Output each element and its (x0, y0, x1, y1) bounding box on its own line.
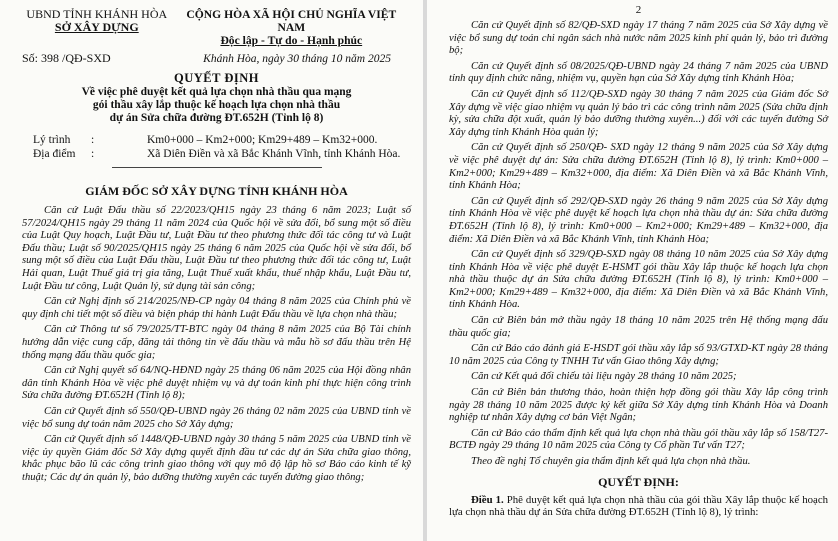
page-number: 2 (635, 4, 642, 16)
legal-basis-paragraph: Căn cứ Quyết định số 08/2025/QĐ-UBND ngày 24 tháng 7 năm 2025 của UBND tỉnh quy định chức năng, nhiệm vụ, quyền hạn của Sở Xây dựng tỉnh Khánh Hòa; (449, 60, 828, 85)
legal-basis-paragraph: Căn cứ Biên bản thương thảo, hoàn thiện hợp đồng gói thầu Xây lắp công trình ngày 28 tháng 10 năm 2025 được ký kết giữa Sở Xây dựng tỉnh Khánh Hòa và Doanh nghiệp tư nhân Xây dựng cơ bản Việt Ngân; (449, 387, 828, 424)
national-heading (172, 8, 411, 47)
document-page-2 (427, 0, 838, 541)
date-line: Khánh Hòa, ngày 30 tháng 10 năm 2025 (203, 53, 391, 65)
subject-line: dự án Sửa chữa đường ĐT.652H (Tỉnh lộ 8) (109, 112, 324, 124)
national-motto: Độc lập - Tự do - Hạnh phúc (220, 34, 363, 47)
article-label: Điều 1. (471, 493, 504, 506)
document-subject (22, 86, 411, 125)
meta-value: Km0+000 – Km2+000; Km29+489 – Km32+000. (147, 134, 378, 146)
legal-basis-paragraph: Căn cứ Báo cáo thẩm định kết quả lựa chọn nhà thầu gói thầu xây lắp số 158/T27-BCTĐ ngày 29 tháng 10 năm 2025 của Công ty Cổ phần Tư vấn T27; (449, 427, 828, 452)
legal-basis-paragraph: Căn cứ Kết quả đối chiếu tài liệu ngày 28 tháng 10 năm 2025; (471, 371, 737, 383)
legal-basis-paragraph: Căn cứ Quyết định số 112/QĐ-SXD ngày 30 tháng 7 năm 2025 của Giám đốc Sở Xây dựng về việc giao nhiệm vụ quản lý bảo trì các công trình năm 2025 (Sửa chữa định kỳ, sửa chữa đột xuất, quản lý bảo dưỡng thường xuyên...) đối với các tuyến đường Sở Xây dựng tỉnh Khánh Hòa quản lý; (449, 88, 828, 138)
legal-basis-paragraph: Căn cứ Quyết định số 250/QĐ- SXD ngày 12 tháng 9 năm 2025 của Sở Xây dựng về việc phê duyệt dự án: Sửa chữa đường ĐT.652H (Tỉnh lộ 8), lý trình: Km0+000 – Km2+000; Km29+489 – Km32+000, địa điểm: Xã Diên Điền và xã Bắc Khánh Vĩnh, tỉnh Khánh Hòa; (449, 142, 828, 192)
legal-basis-paragraph: Căn cứ Quyết định số 292/QĐ-SXD ngày 26 tháng 9 năm 2025 của Sở Xây dựng tỉnh Khánh Hòa về việc phê duyệt kế hoạch lựa chọn nhà thầu dự án: Sửa chữa đường ĐT.652H (Tỉnh lộ 8), lý trình: Km0+000 – Km2+000; Km29+489 – Km32+000, địa điểm: Xã Diên Điền và xã Bắc Khánh Vĩnh, tỉnh Khánh Hòa; (449, 195, 828, 245)
decision-heading: QUYẾT ĐỊNH: (598, 474, 679, 489)
legal-basis-paragraph: Căn cứ Quyết định số 329/QĐ-SXD ngày 08 tháng 10 năm 2025 của Sở Xây dựng tỉnh Khánh Hòa về việc phê duyệt E-HSMT gói thầu Xây lắp thuộc kế hoạch lựa chọn nhà thầu thuộc dự án Sửa chữa đường ĐT.652H (Tỉnh lộ 8), lý trình: Km0+000 – Km2+000; Km29+489 – Km32+000, địa điểm: Xã Diên Điền và xã Bắc Khánh Vĩnh, tỉnh Khánh Hòa. (449, 249, 828, 311)
meta-value: Xã Diên Điền và xã Bắc Khánh Vĩnh, tỉnh Khánh Hòa. (147, 148, 401, 160)
legal-basis-paragraph: Căn cứ Biên bản mở thầu ngày 18 tháng 10 năm 2025 trên Hệ thống mạng đấu thầu quốc gia; (449, 315, 828, 339)
meta-sep: : (91, 134, 95, 146)
legal-basis-paragraph: Căn cứ Báo cáo đánh giá E-HSDT gói thầu xây lắp số 93/GTXD-KT ngày 28 tháng 10 năm 2025 của Công ty TNHH Tư vấn Giao thông Xây dựng; (449, 343, 828, 367)
legal-basis-paragraph: Căn cứ Quyết định số 1448/QĐ-UBND ngày 30 tháng 5 năm 2025 của UBND tỉnh về việc ủy quyền Giám đốc Sở Xây dựng quyết định đầu tư các dự án Sửa chữa giao thông, khắc phục bão lũ các công trình giao thông với quy mô độ lập hồ sơ Báo cáo kinh tế kỹ thuật; Các dự án quản lý, bảo dưỡng thường xuyên các tuyến đường giao thông; (22, 434, 411, 483)
meta-label: Địa điểm (33, 148, 76, 160)
legal-basis-paragraph: Theo đề nghị Tổ chuyên gia thẩm định kết quả lựa chọn nhà thầu. (471, 456, 751, 467)
document-number: Số: 398 /QĐ-SXD (22, 51, 111, 65)
subject-line: gói thầu xây lắp thuộc kế hoạch lựa chọn nhà thầu (92, 99, 341, 111)
agency-name: SỞ XÂY DỰNG (54, 20, 139, 34)
article-text: Phê duyệt kết quả lựa chọn nhà thầu của gói thầu Xây lắp thuộc kế hoạch lựa chọn nhà thầu dự án Sửa chữa đường ĐT.652H (Tỉnh lộ 8), lý trình: (449, 493, 829, 519)
legal-basis-paragraph: Căn cứ Quyết định số 550/QĐ-UBND ngày 26 tháng 02 năm 2025 của UBND tỉnh về việc bổ sung dự toán năm 2025 cho Sở Xây dựng; (22, 405, 411, 430)
divider (112, 167, 322, 168)
project-meta (30, 133, 403, 161)
issuing-agency (22, 8, 172, 47)
legal-basis-paragraph: Căn cứ Thông tư số 79/2025/TT-BTC ngày 04 tháng 8 năm 2025 của Bộ Tài chính hướng dẫn việc cung cấp, đăng tải thông tin về đấu thầu và mẫu hồ sơ đấu thầu trên Hệ thống mạng đấu thầu quốc gia; (22, 324, 411, 361)
legal-basis-paragraph: Căn cứ Quyết định số 82/QĐ-SXD ngày 17 tháng 7 năm 2025 của Sở Xây dựng về việc bổ sung dự toán chi ngân sách nhà nước năm 2025 kinh phí quản lý, bảo trì đường bộ; (449, 20, 828, 57)
nation-name: CỘNG HÒA XÃ HỘI CHỦ NGHĨA VIỆT NAM (186, 8, 397, 34)
subject-line: Về việc phê duyệt kết quả lựa chọn nhà thầu qua mạng (81, 86, 352, 98)
document-title: QUYẾT ĐỊNH (174, 71, 259, 85)
article-1 (449, 494, 828, 519)
legal-basis-paragraph: Căn cứ Nghị quyết số 64/NQ-HĐND ngày 25 tháng 06 năm 2025 của Hội đồng nhân dân tỉnh Khánh Hòa về việc phê duyệt nhiệm vụ và dự toán kinh phí thực hiện công trình Sửa chữa đường ĐT.652H (Tỉnh lộ 8); (22, 365, 411, 402)
legal-basis-paragraph: Căn cứ Nghị định số 214/2025/NĐ-CP ngày 04 tháng 8 năm 2025 của Chính phủ về quy định chi tiết một số điều và biện pháp thi hành Luật Đấu thầu về lựa chọn nhà thầu; (22, 296, 411, 320)
header-row (22, 8, 411, 47)
authority-heading: GIÁM ĐỐC SỞ XÂY DỰNG TỈNH KHÁNH HÒA (85, 184, 348, 198)
meta-row (30, 133, 403, 147)
legal-basis-paragraph: Căn cứ Luật Đấu thầu số 22/2023/QH15 ngày 23 tháng 6 năm 2023; Luật số 57/2024/QH15 ngày 29 tháng 11 năm 2024 của Quốc hội về sửa đổi, bổ sung một số điều của Luật Quy hoạch, Luật Đầu tư, Luật Đầu tư theo phương thức đối tác công tư và Luật Đấu thầu; Luật số 90/2025/QH15 ngày 25 tháng 6 năm 2025 của Quốc hội về sửa đổi, bổ sung một số điều của Luật Đấu thầu, Luật Đầu tư theo phương thức đối tác công tư, Luật Hải quan, Luật Thuế giá trị gia tăng, Luật Thuế xuất khẩu, thuế nhập khẩu, Luật Đầu tư, Luật Đầu tư công, Luật Quản lý, sử dụng tài sản công; (22, 205, 411, 292)
meta-row (30, 147, 403, 161)
meta-label: Lý trình (33, 134, 71, 146)
agency-parent: UBND TỈNH KHÁNH HÒA (26, 7, 168, 21)
meta-sep: : (91, 148, 95, 160)
